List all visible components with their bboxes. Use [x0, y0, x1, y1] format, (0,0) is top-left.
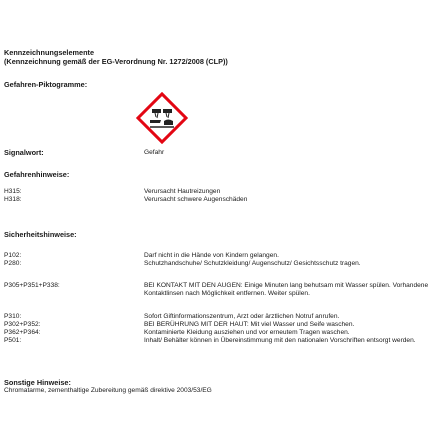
safety-label: Sicherheitshinweise:	[4, 230, 77, 239]
safety-text: Darf nicht in die Hände von Kindern gelangen.	[144, 252, 279, 259]
corrosion-icon	[136, 92, 188, 144]
hazard-text: Verursacht schwere Augenschäden	[144, 196, 248, 203]
signal-label: Signalwort:	[4, 148, 44, 157]
safety-text: BEI BERÜHRUNG MIT DER HAUT: Mit viel Wasser und Seife waschen.	[144, 321, 355, 328]
safety-code: P310:	[4, 313, 22, 320]
safety-text: Sofort Giftinformationszentrum, Arzt oder ärztlichen Notruf anrufen.	[144, 313, 340, 320]
other-label: Sonstige Hinweise:	[4, 378, 71, 387]
safety-code: P302+P352:	[4, 321, 41, 328]
hazard-code: H315:	[4, 188, 22, 195]
safety-text: BEI KONTAKT MIT DEN AUGEN: Einige Minuten lang behutsam mit Wasser spülen. Vorhandene Kontaktlinsen nach Möglichkeit entfernen. Weiter spülen.	[144, 282, 429, 297]
section-subtitle: (Kennzeichnung gemäß der EG-Verordnung Nr. 1272/2008 (CLP))	[4, 57, 228, 66]
signal-value: Gefahr	[144, 149, 165, 156]
safety-code: P305+P351+P338:	[4, 282, 60, 289]
section-title: Kennzeichnungselemente	[4, 48, 95, 57]
hazard-label: Gefahrenhinweise:	[4, 170, 70, 179]
other-text: Chromatarme, zementhaltige Zubereitung gemäß direktive 2003/53/EG	[4, 387, 212, 394]
hazard-code: H318:	[4, 196, 22, 203]
safety-code: P102:	[4, 252, 22, 259]
safety-text: Schutzhandschuhe/ Schutzkleidung/ Augenschutz/ Gesichtsschutz tragen.	[144, 260, 361, 267]
safety-text: Inhalt/ Behälter können in Übereinstimmung mit den nationalen Vorschriften entsorgt werden.	[144, 337, 416, 344]
hazard-text: Verursacht Hautreizungen	[144, 188, 221, 195]
safety-code: P362+P364:	[4, 329, 41, 336]
pictograms-label: Gefahren-Piktogramme:	[4, 80, 88, 89]
safety-code: P280:	[4, 260, 22, 267]
safety-code: P501:	[4, 337, 22, 344]
safety-text: Kontaminierte Kleidung ausziehen und vor erneutem Tragen waschen.	[144, 329, 350, 336]
